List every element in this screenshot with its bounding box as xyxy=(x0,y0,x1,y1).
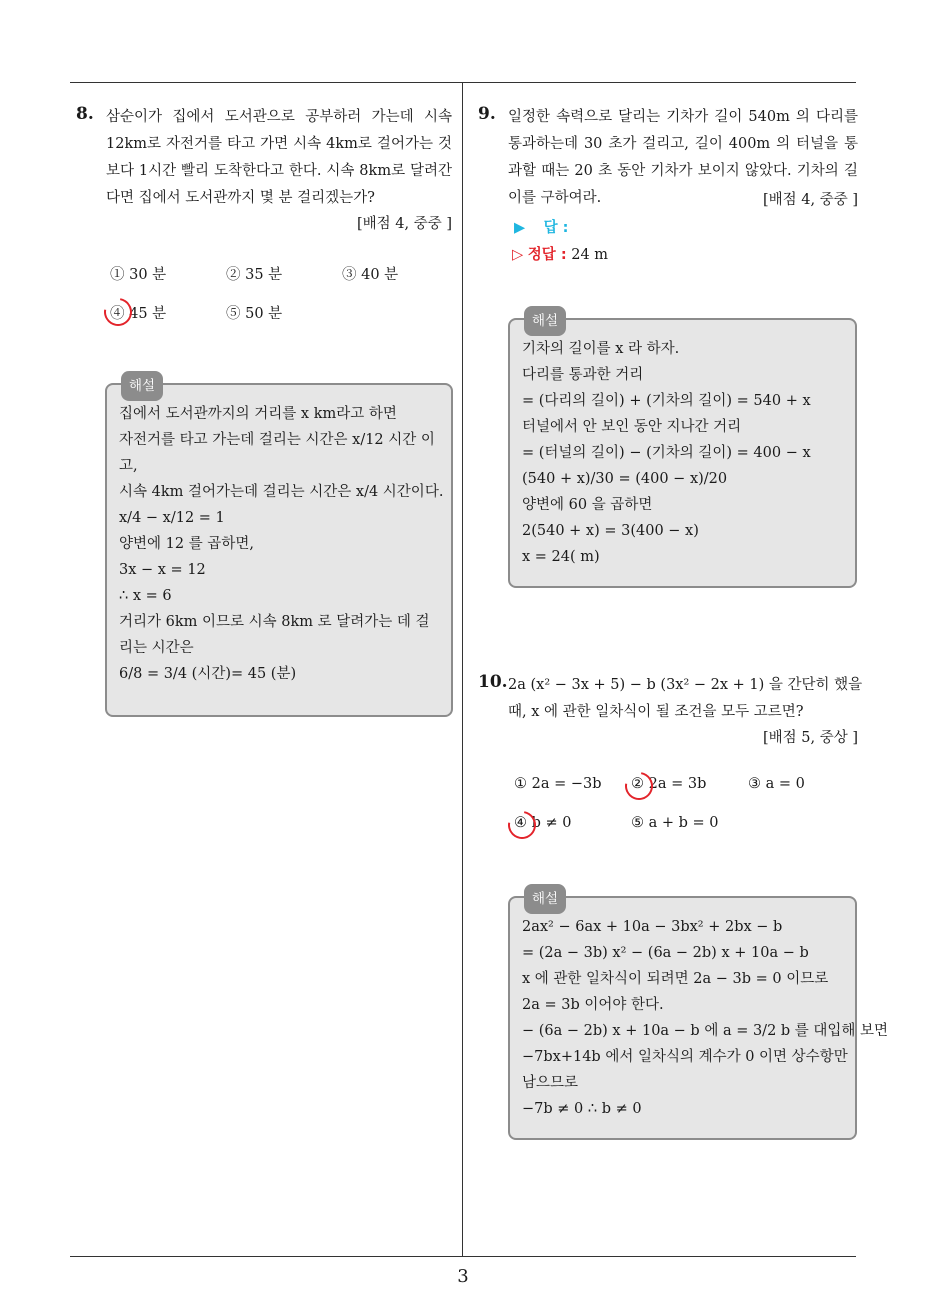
question-meta: [배점 4, 중중 ] xyxy=(762,192,858,208)
choice-4-selected[interactable] xyxy=(514,815,571,831)
choice-3[interactable]: ③ 40 분 xyxy=(342,267,399,283)
sol-line: (540 + x)/30 = (400 − x)/20 xyxy=(522,471,728,487)
correct-answer-label: 정답 : xyxy=(527,247,567,263)
question-8 xyxy=(76,104,452,236)
sol-line: = (2a − 3b) x² − (6a − 2b) x + 10a − b xyxy=(522,945,809,961)
choice-1[interactable]: ① 2a = −3b xyxy=(514,776,602,792)
sol-line: x = 24( m) xyxy=(522,549,600,565)
sol-line: 2(540 + x) = 3(400 − x) xyxy=(522,523,699,539)
sol-line: −7b ≠ 0 ∴ b ≠ 0 xyxy=(522,1101,642,1117)
sol-line: ∴ x = 6 xyxy=(119,588,172,604)
question-meta: [배점 4, 중중 ] xyxy=(356,216,452,232)
sol-line: 다리를 통과한 거리 xyxy=(522,367,644,383)
outline-play-icon: ▷ xyxy=(512,247,524,263)
solution-label: 해설 xyxy=(121,371,163,401)
sol-line: 집에서 도서관까지의 거리를 x km라고 하면 xyxy=(119,406,397,422)
solution-label: 해설 xyxy=(524,884,566,914)
choice-4-selected[interactable] xyxy=(110,302,166,323)
sol-line: = (터널의 길이) − (기차의 길이) = 400 − x xyxy=(522,445,811,461)
choice-label: ② 2a = 3b xyxy=(631,776,707,792)
sol-line: x 에 관한 일차식이 되려면 2a − 3b = 0 이므로 xyxy=(522,971,829,987)
sol-line: 6/8 = 3/4 (시간)= 45 (분) xyxy=(119,666,297,682)
solution-box-9 xyxy=(508,313,857,588)
sol-line: 고, xyxy=(119,458,138,474)
solution-label: 해설 xyxy=(524,306,566,336)
sol-line: −7bx+14b 에서 일차식의 계수가 0 이면 상수항만 xyxy=(522,1049,848,1065)
question-number: 9. xyxy=(478,104,496,124)
question-9 xyxy=(478,104,858,212)
answer-row xyxy=(514,216,568,237)
bottom-rule xyxy=(70,1256,856,1257)
sol-line: 2ax² − 6ax + 10a − 3bx² + 2bx − b xyxy=(522,919,783,935)
sol-line: 2a = 3b 이어야 한다. xyxy=(522,997,664,1013)
question-number: 8. xyxy=(76,104,94,124)
sol-line: 기차의 길이를 x 라 하자. xyxy=(522,341,680,357)
choice-1[interactable]: ① 30 분 xyxy=(110,267,167,283)
sol-line: 터널에서 안 보인 동안 지나간 거리 xyxy=(522,419,742,435)
sol-line: − (6a − 2b) x + 10a − b 에 a = 3/2 b 를 대입해 보면 xyxy=(522,1023,889,1039)
sol-line: 거리가 6km 이므로 시속 8km 로 달려가는 데 걸 xyxy=(119,614,430,630)
question-text-line-1: 2a (x² − 3x + 5) − b (3x² − 2x + 1) 을 간단히 했을 xyxy=(508,677,863,693)
solution-box-8 xyxy=(105,378,453,717)
question-10 xyxy=(478,672,863,750)
sol-line: 양변에 60 을 곱하면 xyxy=(522,497,653,513)
choice-2-selected[interactable] xyxy=(631,776,706,792)
page-number: 3 xyxy=(457,1266,469,1287)
solution-box-10 xyxy=(508,891,889,1140)
choice-2[interactable]: ② 35 분 xyxy=(226,267,283,283)
sol-line: x/4 − x/12 = 1 xyxy=(119,510,225,526)
answer-mark-icon xyxy=(503,806,542,845)
sol-line: 리는 시간은 xyxy=(119,640,194,656)
question-text: 일정한 속력으로 달리는 기차가 길이 540m 의 다리를 통과하는데 30 초가 걸리고, 길이 400m 의 터널을 통과할 때는 20 초 동안 기차가 보이지 않았다. 기차의 길이를 구하여라. xyxy=(508,109,858,206)
sol-line: 남으므로 xyxy=(522,1075,579,1091)
question-meta: [배점 5, 중상 ] xyxy=(762,730,858,746)
sol-line: 자전거를 타고 가는데 걸리는 시간은 x/12 시간 이 xyxy=(119,432,435,448)
choice-5[interactable]: ⑤ 50 분 xyxy=(226,306,283,322)
sol-line: 양변에 12 를 곱하면, xyxy=(119,536,254,552)
answer-label: 답 : xyxy=(543,220,569,236)
correct-answer-value: 24 m xyxy=(571,247,609,263)
sol-line: 3x − x = 12 xyxy=(119,562,206,578)
answer-mark-icon xyxy=(99,293,138,332)
top-rule xyxy=(70,82,856,83)
question-text: 삼순이가 집에서 도서관으로 공부하러 가는데 시속 12km로 자전거를 타고 가면 시속 4km로 걸어가는 것보다 1시간 빨리 도착한다고 한다. 시속 8km로 달려간다면 집에서 도서관까지 몇 분 걸리겠는가? xyxy=(106,109,452,206)
choice-3[interactable]: ③ a = 0 xyxy=(748,776,805,792)
choice-label: ④ 45 분 xyxy=(110,306,167,322)
question-number: 10. xyxy=(478,672,508,692)
play-icon: ▶ xyxy=(514,220,526,236)
answer-mark-icon xyxy=(620,767,659,806)
question-text-line-2: 때, x 에 관한 일차식이 될 조건을 모두 고르면? xyxy=(508,704,804,720)
sol-line: 시속 4km 걸어가는데 걸리는 시간은 x/4 시간이다. xyxy=(119,484,444,500)
correct-answer-row xyxy=(512,243,608,264)
choice-label: ④ b ≠ 0 xyxy=(514,815,572,831)
column-divider xyxy=(462,82,463,1257)
sol-line: = (다리의 길이) + (기차의 길이) = 540 + x xyxy=(522,393,811,409)
choice-5[interactable]: ⑤ a + b = 0 xyxy=(631,815,719,831)
